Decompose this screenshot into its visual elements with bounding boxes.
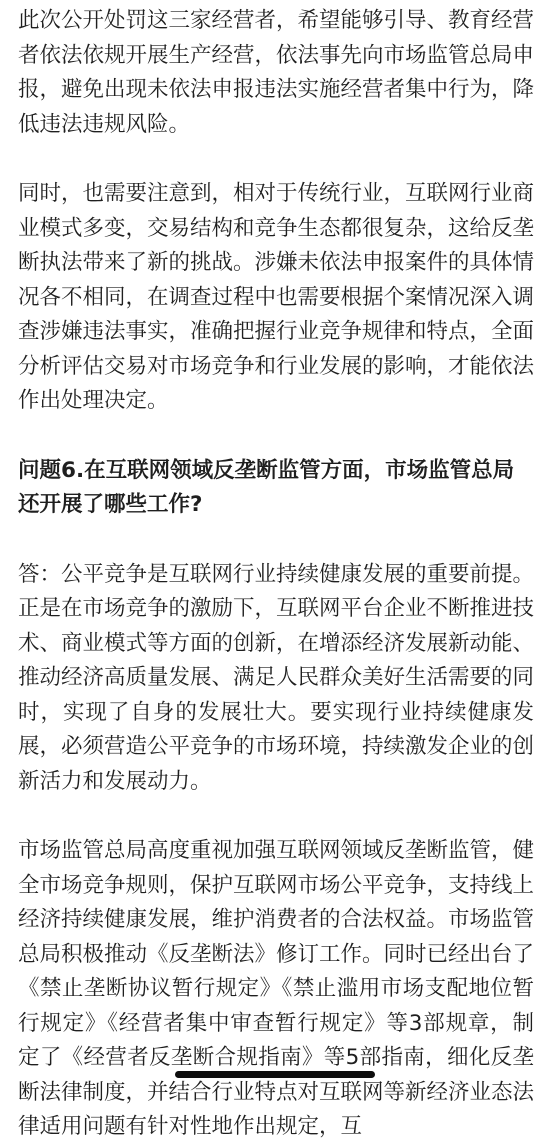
- article-body: [18, 4, 534, 1145]
- answer-paragraph-fair-competition: 答：公平竞争是互联网行业持续健康发展的重要前提。正是在市场竞争的激励下，互联网平台企业不断推进技术、商业模式等方面的创新，在增添经济发展新动能、推动经济高质量发展、满足人民群众美好生活需要的同时，实现了自身的发展壮大。要实现行业持续健康发展，必须营造公平竞争的市场环境，持续激发企业的创新活力和发展动力。: [18, 561, 535, 794]
- question-heading: 问题6.在互联网领域反垄断监管方面，市场监管总局还开展了哪些工作?: [18, 457, 515, 517]
- paragraph-internet-challenges: 同时，也需要注意到，相对于传统行业，互联网行业商业模式多变，交易结构和竞争生态都很复杂，这给反垄断执法带来了新的挑战。涉嫌未依法申报案件的具体情况各不相同，在调查过程中也需要根据个案情况深入调查涉嫌违法事实，准确把握行业竞争规律和特点，全面分析评估交易对市场竞争和行业发展的影响，才能依法作出处理决定。: [18, 181, 535, 413]
- home-indicator-bar[interactable]: [175, 1071, 375, 1078]
- paragraph-penalty-purpose: 此次公开处罚这三家经营者，希望能够引导、教育经营者依法依规开展生产经营，依法事先向市场监管总局申报，避免出现未依法申报违法实施经营者集中行为，降低违法违规风险。: [18, 8, 535, 137]
- answer-paragraph-regulatory-work: 市场监管总局高度重视加强互联网领域反垄断监管，健全市场竞争规则，保护互联网市场公平竞争，支持线上经济持续健康发展，维护消费者的合法权益。市场监管总局积极推动《反垄断法》修订工作。同时已经出台了《禁止垄断协议暂行规定》《禁止滥用市场支配地位暂行规定》《经营者集中审查暂行规定》等3部规章，制定了《经营者反垄断合规指南》等5部指南，细化反垄断法律制度，并结合行业特点对互联网等新经济业态法律适用问题有针对性地作出规定，互: [18, 838, 535, 1139]
